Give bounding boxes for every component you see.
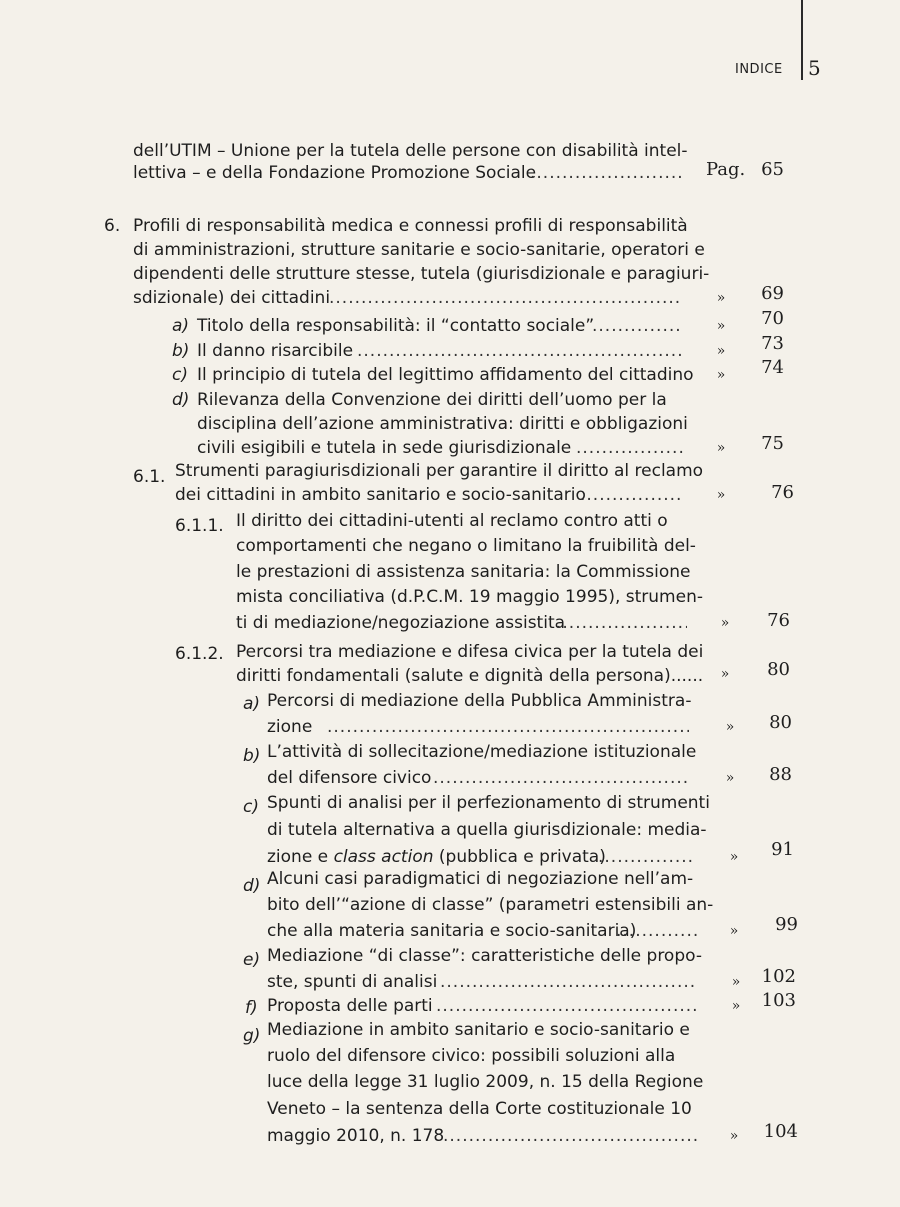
item-letter: a) (172, 316, 190, 336)
dot-leader (327, 715, 689, 739)
same-page-marker: » (716, 290, 726, 306)
item-letter: a) (243, 694, 261, 714)
toc-text-line: zione (267, 717, 313, 737)
same-page-marker: » (716, 367, 726, 383)
dot-leader (576, 436, 683, 460)
toc-text-line: ti di mediazione/negoziazione assistita (236, 613, 566, 633)
toc-text-line: dell’UTIM – Unione per la tutela delle persone con disabilità intel- (133, 141, 688, 161)
toc-page-number: 76 (771, 482, 794, 503)
toc-page-number: 99 (775, 914, 798, 935)
same-page-marker: » (720, 615, 730, 631)
item-letter: g) (243, 1026, 261, 1046)
toc-text-line: Mediazione “di classe”: caratteristiche delle propo- (267, 946, 702, 966)
toc-text-italic: class action (333, 847, 434, 867)
toc-text-line: del difensore civico (267, 768, 432, 788)
toc-text-line: Veneto – la sentenza della Corte costituzionale 10 (267, 1099, 692, 1119)
toc-text-line: Titolo della responsabilità: il “contatto sociale” (197, 316, 595, 336)
toc-text-line: dipendenti delle strutture stesse, tutela (giurisdizionale e paragiuri- (133, 264, 710, 284)
same-page-marker: » (725, 719, 735, 735)
item-letter: c) (243, 797, 259, 817)
toc-text-line: Percorsi di mediazione della Pubblica Amministra- (267, 691, 692, 711)
toc-text-line: disciplina dell’azione amministrativa: diritti e obbligazioni (197, 414, 688, 434)
toc-text-line: lettiva – e della Fondazione Promozione Sociale (133, 163, 537, 183)
toc-text-line: luce della legge 31 luglio 2009, n. 15 della Regione (267, 1072, 704, 1092)
same-page-marker: » (716, 440, 726, 456)
toc-text-line: Alcuni casi paradigmatici di negoziazione nell’am- (267, 869, 694, 889)
section-number: 6.1.2. (175, 644, 224, 664)
toc-page-number: 91 (771, 839, 794, 860)
toc-text-line: Mediazione in ambito sanitario e socio-sanitario e (267, 1020, 690, 1040)
same-page-marker: » (720, 666, 730, 682)
toc-text-line (267, 845, 606, 869)
dot-leader (616, 919, 697, 943)
toc-text-segment: zione e (267, 847, 334, 867)
dot-leader (440, 970, 697, 994)
header-rule (801, 0, 803, 80)
toc-text-line: comportamenti che negano o limitano la fruibilità del- (236, 536, 696, 556)
toc-text-line: le prestazioni di assistenza sanitaria: la Commissione (236, 562, 691, 582)
toc-page-number: 74 (761, 357, 784, 378)
toc-text-line: dei cittadini in ambito sanitario e socio-sanitario (175, 485, 586, 505)
toc-page-number: 104 (763, 1121, 798, 1142)
item-letter: e) (243, 950, 261, 970)
item-letter: d) (172, 390, 190, 410)
toc-text-line: Il principio di tutela del legittimo affidamento del cittadino (197, 365, 694, 385)
toc-text-line: Percorsi tra mediazione e difesa civica per la tutela dei (236, 642, 704, 662)
dot-leader (357, 339, 683, 363)
header-page-number: 5 (808, 56, 821, 80)
item-letter: f) (245, 998, 258, 1018)
dot-leader (580, 483, 683, 507)
toc-page-number: 103 (761, 990, 796, 1011)
toc-text-line: diritti fondamentali (salute e dignità della persona)...... (236, 666, 704, 686)
toc-page-number: 102 (761, 966, 796, 987)
toc-text-line: bito dell’“azione di classe” (parametri estensibili an- (267, 895, 714, 915)
same-page-marker: » (731, 998, 741, 1014)
dot-leader (329, 286, 683, 310)
toc-page-number: 73 (761, 333, 784, 354)
page-word: Pag. (706, 159, 746, 180)
toc-text-line: L’attività di sollecitazione/mediazione istituzionale (267, 742, 697, 762)
toc-text-line: Il diritto dei cittadini-utenti al reclamo contro atti o (236, 511, 668, 531)
toc-page-number: 69 (761, 283, 784, 304)
toc-text-line: maggio 2010, n. 178 (267, 1126, 445, 1146)
toc-page-number: 75 (761, 433, 784, 454)
section-number: 6.1.1. (175, 516, 224, 536)
section-number: 6.1. (133, 467, 166, 487)
toc-text-line: Rilevanza della Convenzione dei diritti dell’uomo per la (197, 390, 667, 410)
toc-text-line: sdizionale) dei cittadini (133, 288, 331, 308)
toc-text-line: mista conciliativa (d.P.C.M. 19 maggio 1995), strumen- (236, 587, 703, 607)
same-page-marker: » (725, 770, 735, 786)
toc-text-line: che alla materia sanitaria e socio-sanitaria) (267, 921, 637, 941)
toc-text-line: Proposta delle parti (267, 996, 433, 1016)
toc-text-line: Profili di responsabilità medica e connessi profili di responsabilità (133, 216, 688, 236)
dot-leader (598, 845, 695, 869)
toc-text-segment: (pubblica e privata) (433, 847, 606, 867)
toc-text-line: Spunti di analisi per il perfezionamento di strumenti (267, 793, 710, 813)
same-page-marker: » (729, 1128, 739, 1144)
dot-leader (556, 611, 687, 635)
dot-leader (433, 766, 689, 790)
toc-page-number: 70 (761, 308, 784, 329)
toc-text-line: ste, spunti di analisi (267, 972, 438, 992)
same-page-marker: » (729, 923, 739, 939)
dot-leader (443, 1124, 697, 1148)
dot-leader (436, 994, 697, 1018)
running-header: INDICE (735, 62, 783, 77)
toc-text-line: Il danno risarcibile (197, 341, 354, 361)
item-letter: b) (243, 746, 261, 766)
item-letter: d) (243, 876, 261, 896)
toc-text-line: civili esigibili e tutela in sede giurisdizionale (197, 438, 572, 458)
section-number: 6. (104, 216, 121, 236)
toc-text-line: ruolo del difensore civico: possibili soluzioni alla (267, 1046, 676, 1066)
toc-page-number: 88 (769, 764, 792, 785)
toc-text-line: di amministrazioni, strutture sanitarie e socio-sanitarie, operatori e (133, 240, 705, 260)
item-letter: b) (172, 341, 190, 361)
dot-leader (530, 161, 683, 185)
same-page-marker: » (716, 318, 726, 334)
toc-page-number: 76 (767, 610, 790, 631)
same-page-marker: » (716, 487, 726, 503)
item-letter: c) (172, 365, 188, 385)
same-page-marker: » (731, 974, 741, 990)
toc-text-line: Strumenti paragiurisdizionali per garantire il diritto al reclamo (175, 461, 704, 481)
toc-page-number: 80 (767, 659, 790, 680)
same-page-marker: » (729, 849, 739, 865)
dot-leader (592, 314, 683, 338)
toc-page-number: 80 (769, 712, 792, 733)
same-page-marker: » (716, 343, 726, 359)
toc-text-line: di tutela alternativa a quella giurisdizionale: media- (267, 820, 707, 840)
toc-page-number: 65 (761, 159, 784, 180)
